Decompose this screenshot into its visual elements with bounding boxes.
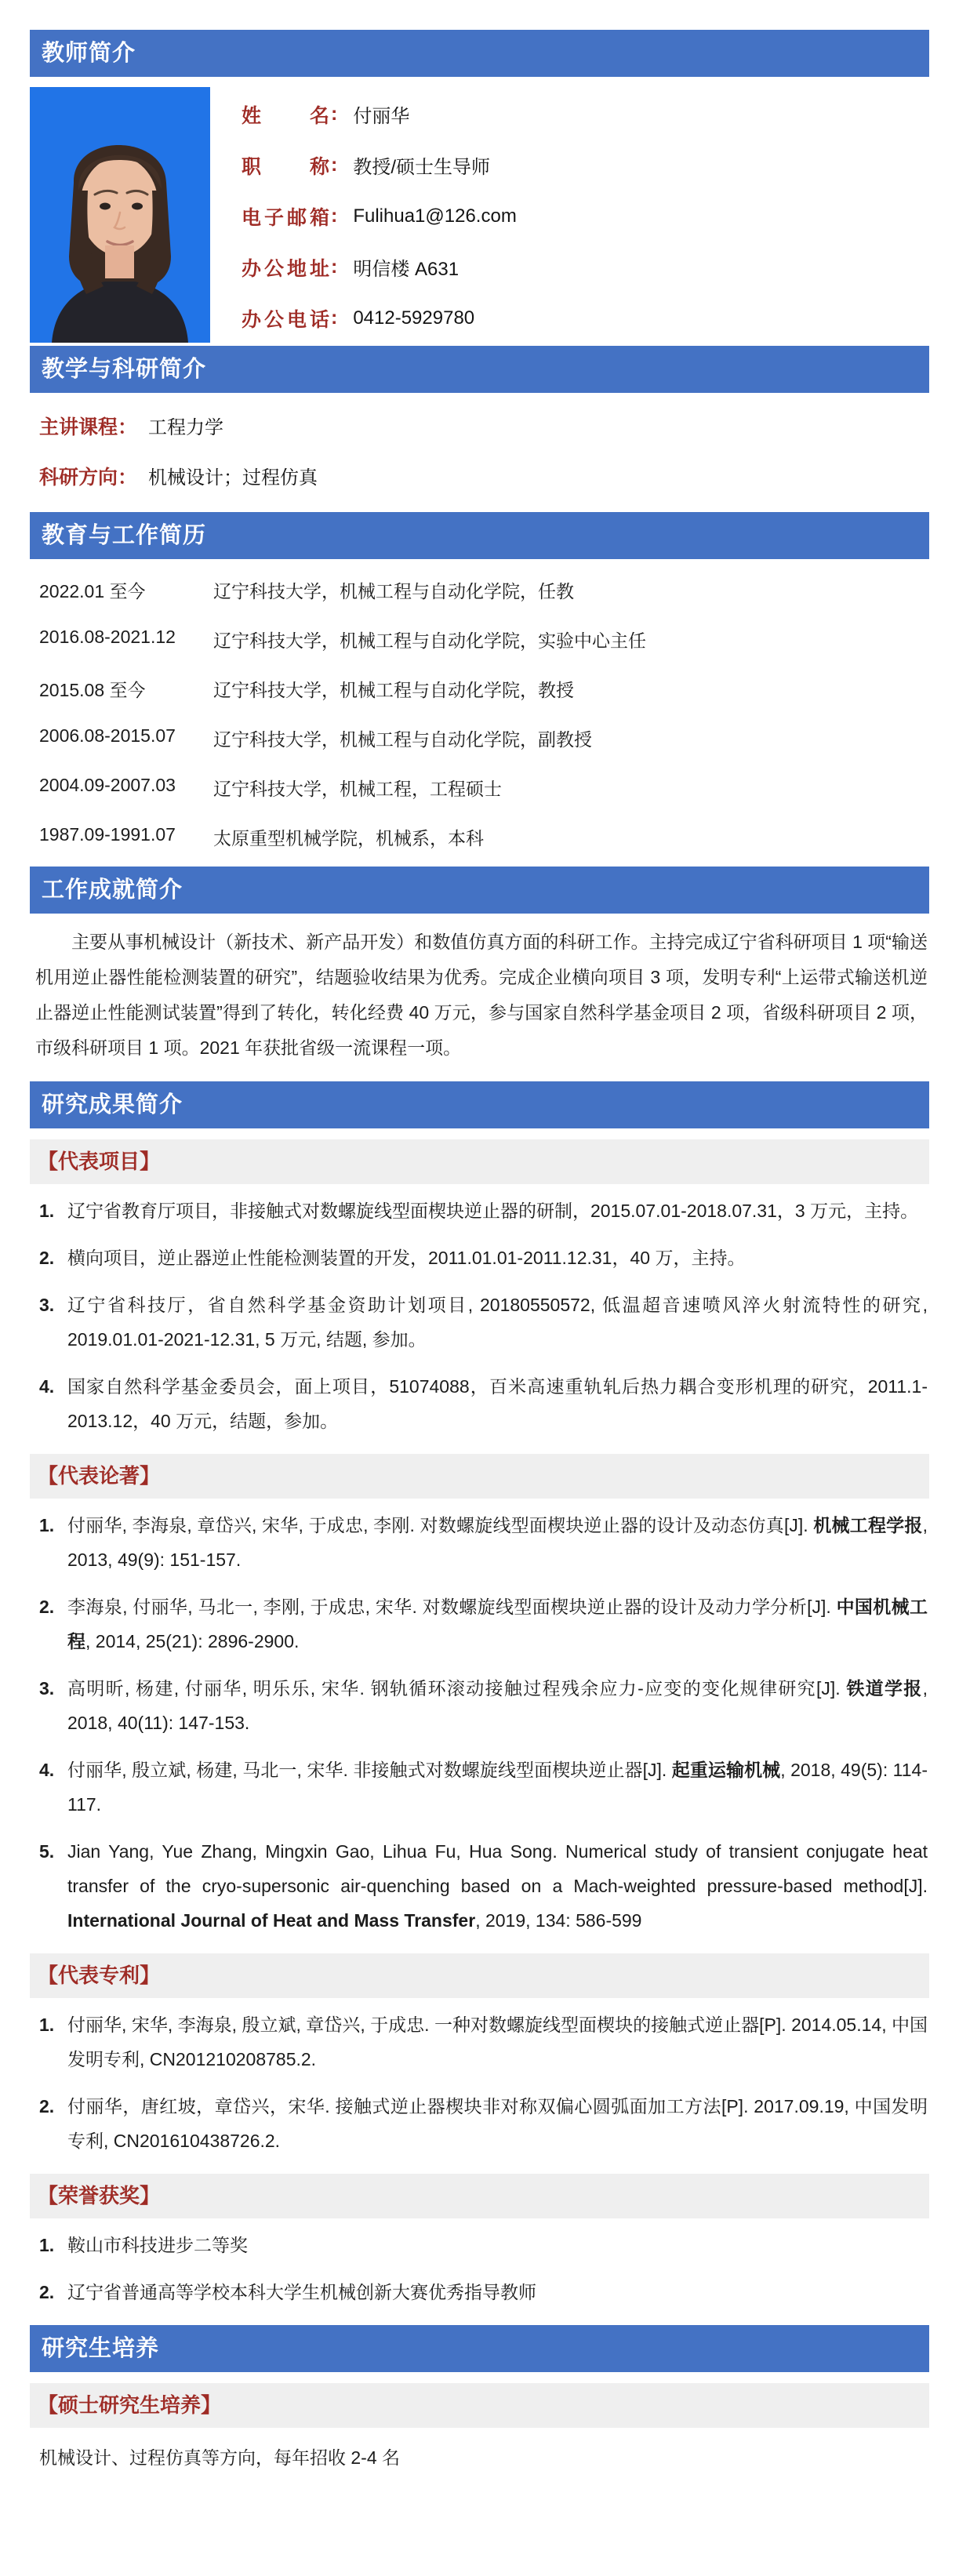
- item-number: 2.: [39, 2282, 55, 2302]
- list-item: [39, 2089, 929, 2158]
- info-value: 0412-5929780: [353, 307, 475, 329]
- info-label: 职称: [242, 155, 329, 178]
- item-text-segment: Jian Yang, Yue Zhang, Mingxin Gao, Lihua Fu, Hua Song. Numerical study of transient conjugate heat transfer of the cryo-supersonic air-quenching based on a Mach-weighted pressure-based method[J].: [67, 1841, 928, 1896]
- career-row: [30, 615, 929, 664]
- list-item: [39, 2228, 929, 2262]
- career-description: 辽宁科技大学，机械工程与自动化学院，实验中心主任: [213, 630, 646, 651]
- career-description: 太原重型机械学院，机械系，本科: [213, 828, 484, 848]
- item-text: 横向项目，逆止器逆止性能检测装置的开发，2011.01.01-2011.12.31，40 万，主持。: [67, 1248, 746, 1268]
- list-item: [39, 2007, 929, 2076]
- career-description: 辽宁科技大学，机械工程，工程硕士: [213, 779, 502, 799]
- award-list: [30, 2228, 929, 2309]
- profile-info-row: [242, 89, 517, 140]
- project-list: [30, 1194, 929, 1438]
- section-bar-graduate: 研究生培养: [30, 2325, 929, 2372]
- course-value: 机械设计；过程仿真: [148, 467, 318, 489]
- item-number: 1.: [39, 1515, 55, 1535]
- publication-list: [30, 1508, 929, 1938]
- subsection-projects-heading: 【代表项目】: [30, 1139, 929, 1184]
- item-number: 3.: [39, 1678, 55, 1699]
- item-text: [67, 1753, 929, 1822]
- info-label: 姓名: [242, 104, 329, 127]
- item-text: 鞍山市科技进步二等奖: [67, 2235, 248, 2255]
- item-text-segment: 付丽华, 李海泉, 章岱兴, 宋华, 于成忠, 李刚. 对数螺旋线型面楔块逆止器的设计及动态仿真[J].: [67, 1515, 814, 1535]
- patent-list: [30, 2007, 929, 2158]
- item-text: 辽宁省科技厅，省自然科学基金资助计划项目, 20180550572, 低温超音速喷风淬火射流特性的研究, 2019.01.01-2021-12.31, 5 万元, 结题, 参加。: [67, 1295, 928, 1350]
- item-number: 2.: [39, 1248, 55, 1268]
- item-number: 4.: [39, 1760, 55, 1780]
- item-text: 辽宁省普通高等学校本科大学生机械创新大赛优秀指导教师: [67, 2282, 536, 2302]
- info-value: 付丽华: [353, 106, 410, 127]
- course-value: 工程力学: [148, 417, 224, 438]
- item-text-segment: , 2018, 49(5): 114-117.: [67, 1760, 928, 1815]
- profile-section: [30, 87, 929, 343]
- profile-info-row: [242, 191, 517, 242]
- section-bar-teaching: 教学与科研简介: [30, 346, 929, 393]
- item-text-segment: 付丽华, 殷立斌, 杨建, 马北一, 宋华. 非接触式对数螺旋线型面楔块逆止器[J].: [67, 1760, 672, 1780]
- profile-photo: [30, 87, 210, 343]
- achievements-paragraph: 主要从事机械设计（新技术、新产品开发）和数值仿真方面的科研工作。主持完成辽宁省科研项目 1 项“输送机用逆止器性能检测装置的研究”，结题验收结果为优秀。完成企业横向项目 3 项，发明专利“上运带式输送机逆止器逆止性能测试装置”得到了转化，转化经费 40 万元，参与国家自然科学基金项目 2 项，省级科研项目 2 项，市级科研项目 1 项。2021 年获批省级一流课程一项。: [35, 932, 928, 1058]
- item-text: 辽宁省教育厅项目，非接触式对数螺旋线型面楔块逆止器的研制，2015.07.01-2018.07.31，3 万元，主持。: [67, 1201, 919, 1221]
- item-text-segment: 高明昕, 杨建, 付丽华, 明乐乐, 宋华. 钢轨循环滚动接触过程残余应力-应变的变化规律研究[J].: [67, 1678, 847, 1699]
- section-bar-research: 研究成果简介: [30, 1081, 929, 1128]
- item-number: 4.: [39, 1376, 55, 1397]
- info-label: 电子邮箱: [242, 206, 329, 229]
- list-item: [39, 1590, 929, 1659]
- profile-info-row: [242, 242, 517, 292]
- career-row: [30, 714, 929, 763]
- course-row: [30, 401, 929, 451]
- faculty-profile-page: [30, 0, 929, 2469]
- info-value: 教授/硕士生导师: [353, 157, 490, 178]
- course-label: 科研方向：: [39, 467, 138, 489]
- item-number: 3.: [39, 1295, 55, 1315]
- career-description: 辽宁科技大学，机械工程与自动化学院，任教: [213, 581, 574, 601]
- list-item: [39, 1288, 929, 1357]
- career-period: 2006.08-2015.07: [39, 725, 176, 746]
- section-bar-achievements: 工作成就简介: [30, 867, 929, 914]
- profile-info-row: [242, 292, 517, 343]
- list-item: [39, 1508, 929, 1577]
- item-text: 国家自然科学基金委员会，面上项目，51074088，百米高速重轨轧后热力耦合变形机理的研究，2011.1-2013.12，40 万元，结题，参加。: [67, 1376, 928, 1431]
- career-rows: [30, 565, 929, 862]
- item-number: 2.: [39, 1597, 55, 1617]
- item-number: 5.: [39, 1841, 55, 1862]
- career-row: [30, 763, 929, 812]
- list-item: [39, 1671, 929, 1740]
- list-item: [39, 2275, 929, 2309]
- profile-info-row: [242, 140, 517, 191]
- info-label: 办公地址: [242, 257, 329, 280]
- item-text-bold: 机械工程学报: [813, 1515, 923, 1535]
- subsection-awards-heading: 【荣誉获奖】: [30, 2174, 929, 2218]
- item-text: [67, 1671, 929, 1740]
- course-label: 主讲课程：: [39, 416, 138, 438]
- teaching-rows: [30, 401, 929, 501]
- item-number: 1.: [39, 2015, 55, 2035]
- info-colon: :: [331, 154, 338, 176]
- item-text: 付丽华，唐红坡，章岱兴，宋华. 接触式逆止器楔块非对称双偏心圆弧面加工方法[P]. 2017.09.19, 中国发明专利, CN201610438726.2.: [67, 2096, 928, 2151]
- item-text-bold: 起重运输机械: [671, 1760, 781, 1780]
- info-colon: :: [331, 256, 338, 278]
- career-period: 2004.09-2007.03: [39, 775, 176, 795]
- item-text: [67, 1590, 929, 1659]
- item-text-segment: , 2019, 134: 586-599: [475, 1910, 642, 1931]
- info-value: 明信楼 A631: [353, 259, 460, 280]
- career-period: 2022.01 至今: [39, 581, 146, 601]
- item-text-segment: , 2013, 49(9): 151-157.: [67, 1515, 928, 1570]
- info-colon: :: [331, 307, 338, 329]
- item-number: 1.: [39, 1201, 55, 1221]
- item-text: [67, 1834, 929, 1938]
- item-text: [67, 1508, 929, 1577]
- list-item: [39, 1194, 929, 1228]
- page-title: 教师简介: [30, 30, 929, 77]
- item-text-segment: , 2018, 40(11): 147-153.: [67, 1678, 928, 1733]
- item-text-bold: International Journal of Heat and Mass Transfer: [67, 1910, 476, 1931]
- list-item: [39, 1369, 929, 1438]
- career-row: [30, 812, 929, 862]
- career-description: 辽宁科技大学，机械工程与自动化学院，教授: [213, 680, 574, 700]
- career-period: 1987.09-1991.07: [39, 824, 176, 845]
- item-text-bold: 中国机械工程: [67, 1597, 928, 1651]
- subsection-publications-heading: 【代表论著】: [30, 1454, 929, 1499]
- subsection-masters-heading: 【硕士研究生培养】: [30, 2383, 929, 2428]
- career-row: [30, 664, 929, 714]
- career-description: 辽宁科技大学，机械工程与自动化学院，副教授: [213, 729, 592, 750]
- item-text-segment: 李海泉, 付丽华, 马北一, 李刚, 于成忠, 宋华. 对数螺旋线型面楔块逆止器的设计及动力学分析[J].: [67, 1597, 837, 1617]
- item-text-segment: , 2014, 25(21): 2896-2900.: [85, 1631, 300, 1651]
- item-text-bold: 铁道学报: [846, 1678, 923, 1699]
- career-row: [30, 565, 929, 615]
- item-text: 付丽华, 宋华, 李海泉, 殷立斌, 章岱兴, 于成忠. 一种对数螺旋线型面楔块的接触式逆止器[P]. 2014.05.14, 中国发明专利, CN201210208785.2.: [67, 2015, 928, 2069]
- info-colon: :: [331, 103, 338, 125]
- subsection-patents-heading: 【代表专利】: [30, 1953, 929, 1998]
- profile-info: [242, 87, 517, 343]
- career-period: 2016.08-2021.12: [39, 627, 176, 647]
- section-bar-career: 教育与工作简历: [30, 512, 929, 559]
- info-colon: :: [331, 205, 338, 227]
- list-item: [39, 1241, 929, 1275]
- graduate-recruiting-text: 机械设计、过程仿真等方向，每年招收 2-4 名: [39, 2447, 401, 2468]
- list-item: [39, 1834, 929, 1938]
- item-number: 1.: [39, 2235, 55, 2255]
- info-value: Fulihua1@126.com: [353, 205, 517, 227]
- item-number: 2.: [39, 2096, 55, 2116]
- career-period: 2015.08 至今: [39, 680, 146, 700]
- course-row: [30, 451, 929, 501]
- info-label: 办公电话: [242, 308, 329, 331]
- list-item: [39, 1753, 929, 1822]
